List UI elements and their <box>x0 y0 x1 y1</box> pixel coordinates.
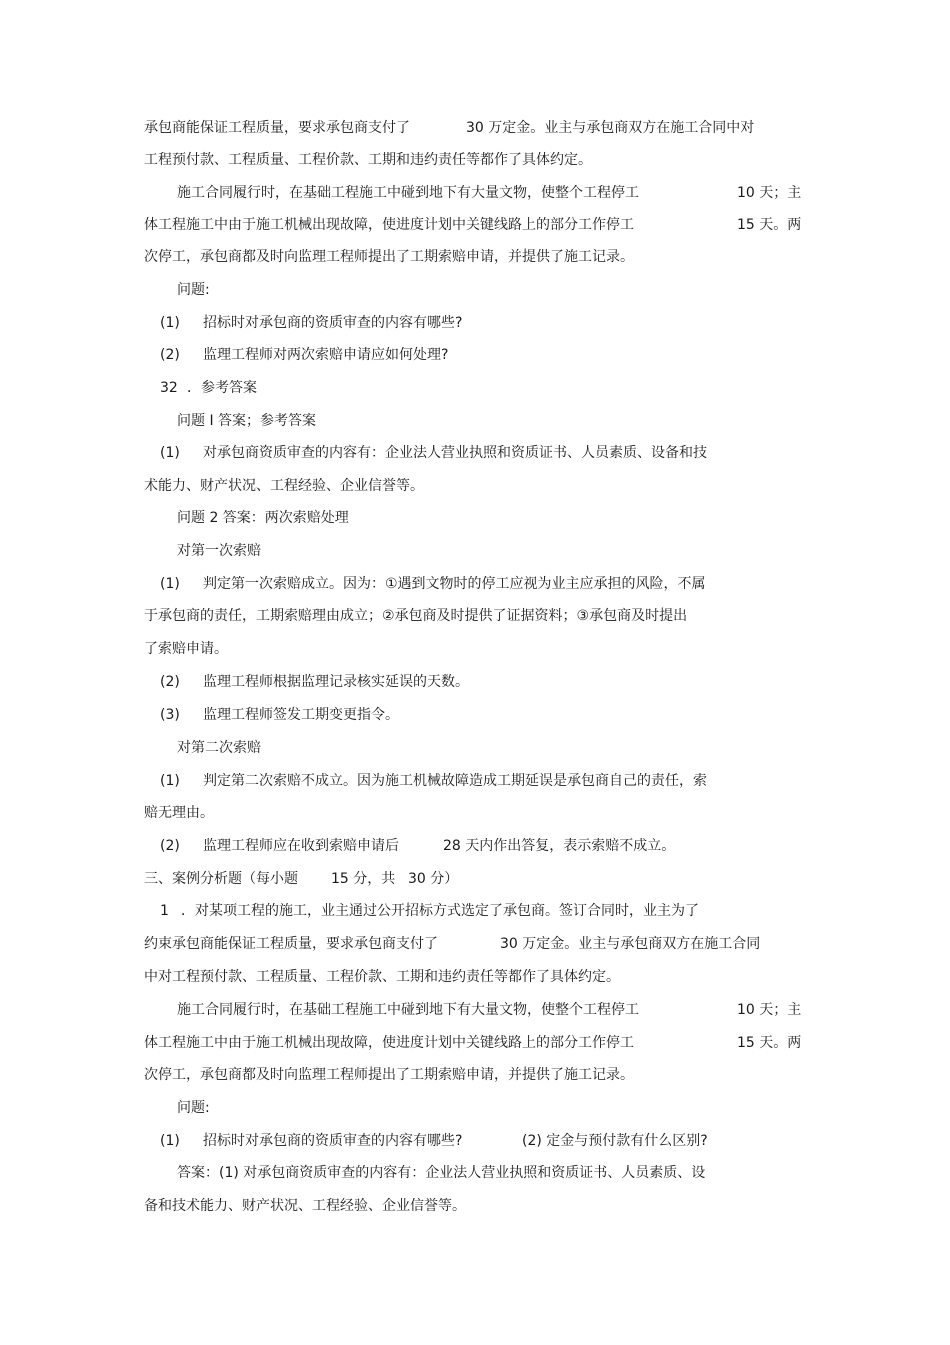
text-segment: (1) <box>160 773 180 789</box>
text-segment: 招标时对承包商的资质审查的内容有哪些? <box>203 315 463 331</box>
text-segment: 承包商能保证工程质量，要求承包商支付了 <box>144 120 410 136</box>
text-segment: 问题: <box>177 1100 210 1116</box>
text-segment: 15 天。两 <box>737 1035 802 1051</box>
text-segment: (1) <box>160 445 180 461</box>
text-segment: (1) <box>160 315 180 331</box>
text-segment: 30 万定金。业主与承包商双方在施工合同 <box>500 936 761 952</box>
text-segment: 32 <box>160 380 178 396</box>
text-segment: 招标时对承包商的资质审查的内容有哪些? <box>203 1133 463 1149</box>
text-segment: 于承包商的责任，工期索赔理由成立；②承包商及时提供了证据资料；③承包商及时提出 <box>144 608 688 624</box>
text-segment: (2) 定金与预付款有什么区别? <box>522 1133 708 1149</box>
text-segment: (2) <box>160 347 180 363</box>
text-segment: 次停工，承包商都及时向监理工程师提出了工期索赔申请，并提供了施工记录。 <box>144 249 634 265</box>
text-segment: 问题 2 答案：两次索赔处理 <box>177 510 349 526</box>
text-segment: 赔无理由。 <box>144 805 214 821</box>
text-segment: 判定第一次索赔成立。因为：①遇到文物时的停工应视为业主应承担的风险，不属 <box>203 576 706 592</box>
text-segment: 对承包商资质审查的内容有：企业法人营业执照和资质证书、人员素质、设备和技 <box>203 445 707 461</box>
text-segment: 了索赔申请。 <box>144 641 228 657</box>
text-segment: 对第一次索赔 <box>177 543 261 559</box>
text-segment: 10 天；主 <box>737 1002 802 1018</box>
text-segment: 监理工程师根据监理记录核实延误的天数。 <box>203 674 469 690</box>
text-segment: 施工合同履行时，在基础工程施工中碰到地下有大量文物，使整个工程停工 <box>177 185 639 201</box>
text-segment: 答案：(1) 对承包商资质审查的内容有：企业法人营业执照和资质证书、人员素质、设 <box>177 1165 706 1181</box>
text-segment: 对第二次索赔 <box>177 740 261 756</box>
text-segment: 监理工程师应在收到索赔申请后 <box>203 838 399 854</box>
text-segment: 施工合同履行时，在基础工程施工中碰到地下有大量文物，使整个工程停工 <box>177 1002 639 1018</box>
text-segment: 工程预付款、工程质量、工程价款、工期和违约责任等都作了具体约定。 <box>144 152 592 168</box>
text-segment: (1) <box>160 576 180 592</box>
text-segment: (1) <box>160 1133 180 1149</box>
text-segment: 问题: <box>177 282 210 298</box>
text-segment: 15 分，共 <box>331 871 396 887</box>
text-segment: 判定第二次索赔不成立。因为施工机械故障造成工期延误是承包商自己的责任，索 <box>203 773 707 789</box>
text-segment: 15 天。两 <box>737 217 802 233</box>
text-segment: ．参考答案 <box>187 380 257 396</box>
text-segment: 1 <box>160 903 169 919</box>
text-segment: 备和技术能力、财产状况、工程经验、企业信誉等。 <box>144 1198 466 1214</box>
text-segment: 10 天；主 <box>737 185 802 201</box>
text-segment: 约束承包商能保证工程质量，要求承包商支付了 <box>144 936 438 952</box>
text-segment: 监理工程师对两次索赔申请应如何处理? <box>203 347 449 363</box>
text-segment: (3) <box>160 707 180 723</box>
text-segment: (2) <box>160 674 180 690</box>
text-segment: ．对某项工程的施工，业主通过公开招标方式选定了承包商。签订合同时，业主为了 <box>181 903 699 919</box>
text-segment: 体工程施工中由于施工机械出现故障，使进度计划中关键线路上的部分工作停工 <box>144 1035 634 1051</box>
text-segment: 次停工，承包商都及时向监理工程师提出了工期索赔申请，并提供了施工记录。 <box>144 1067 634 1083</box>
text-segment: 30 分） <box>408 871 459 887</box>
text-segment: 30 万定金。业主与承包商双方在施工合同中对 <box>466 120 755 136</box>
text-line <box>0 1197 466 1251</box>
text-segment: (2) <box>160 838 180 854</box>
text-segment: 监理工程师签发工期变更指令。 <box>203 707 399 723</box>
text-segment: 术能力、财产状况、工程经验、企业信誉等。 <box>144 478 424 494</box>
text-segment: 问题 I 答案；参考答案 <box>177 413 317 429</box>
text-segment: 三、案例分析题（每小题 <box>144 871 298 887</box>
text-segment: 28 天内作出答复，表示索赔不成立。 <box>443 838 676 854</box>
text-segment: 中对工程预付款、工程质量、工程价款、工期和违约责任等都作了具体约定。 <box>144 969 620 985</box>
text-segment: 体工程施工中由于施工机械出现故障，使进度计划中关键线路上的部分工作停工 <box>144 217 634 233</box>
